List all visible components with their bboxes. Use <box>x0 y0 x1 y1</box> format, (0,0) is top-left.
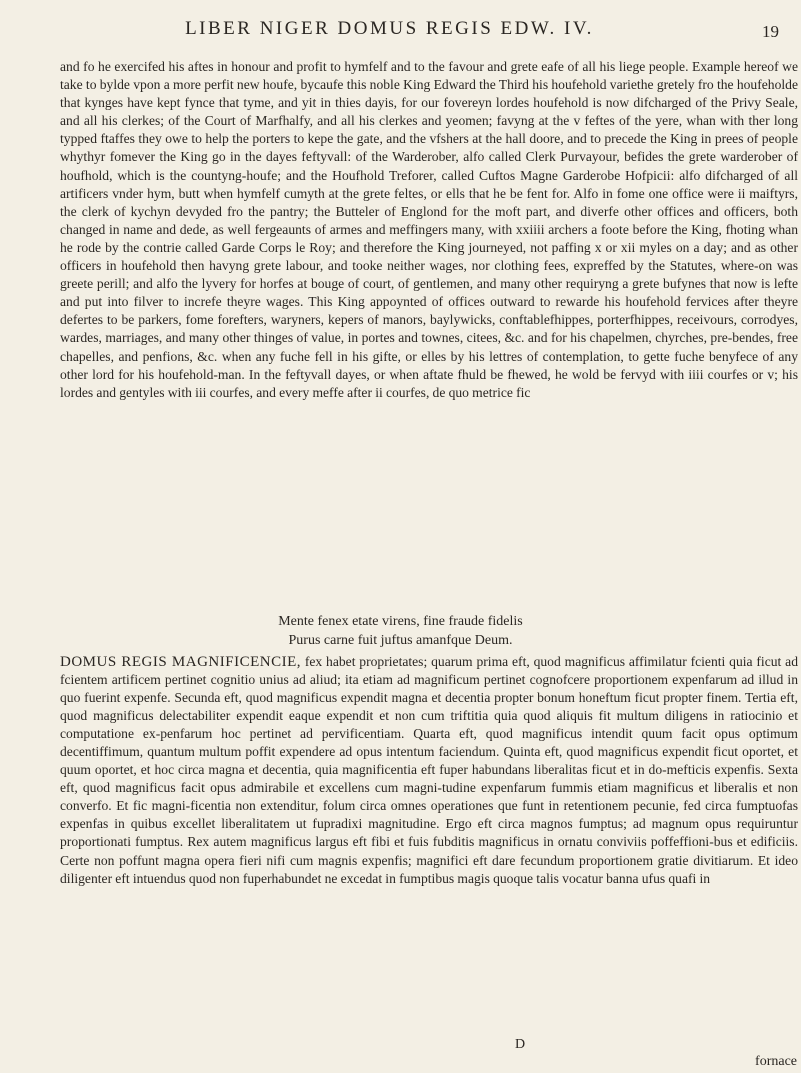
catchword: fornace <box>755 1054 797 1069</box>
page-header <box>40 14 779 42</box>
signature-mark: D <box>515 1037 526 1052</box>
latin-paragraph-lead: DOMUS REGIS MAGNIFICENCIE, <box>60 654 301 670</box>
verse-line-1: Mente fenex etate virens, fine fraude fidelis <box>278 614 523 629</box>
latin-paragraph-text: fex habet proprietates; quarum prima eft, quod magnificus affimilatur fcienti quia ficut ad fcientem artificem pertinet cognitio unius ad aliud; ita etiam ad magnificum pertinet cognofcere proportionem expenfarum ad illud in quo fuerint expenfe. Secunda eft, quod magnificus expendit magna et decentia propter bonum honeftum ficut propter finem. Tertia eft, quod magnificus delectabiliter expendit eaque expendit et non cum triftitia quia quod aliquis fit multum diligens in ratiocinio et computatione ex-penfarum hoc pertinet ad pervificentiam. Quarta eft, quod magnificus intendit quum facit opus optimum decentiffimum, quantum multum poffit expendere ad opus intentum faciendum. Quinta eft, quod magnificus expendit ficut oportet, et quum oportet, et hoc circa magna et decentia, quia magnificentia eft fuper habundans liberalitas ficut et in do-mefticis expenfis. Sexta eft, quod magnificus facit opus admirabile et excellens cum magni-tudine expenfarum fummis etiam magnificus et liberalis et non converfo. Et fic magni-ficentia non extenditur, folum circa omnes operationes que funt in retentionem pecunie, fed circa fumptuofas expenfas in quibus excellet liberalitatem ut fupradixi magnitudine. Ergo eft circa magnos fumptus; ad magnum opus requiruntur proportionati fumptus. Rex autem magnificus largus eft fibi et fuis fubditis magnificus in ornatu conviviis poffeffioni-bus et edificiis. Certe non poffunt magna opera fieri nifi cum magnis expenfis; magnifici eft dare fecundum proportionem gratie divitiarum. Et ideo diligenter eft intuendus quod non fuperhabundet ne excedat in fumptibus magis quoque talis vocatur banna ufus quafi in <box>60 654 798 886</box>
running-head: LIBER NIGER DOMUS REGIS EDW. IV. <box>185 18 594 39</box>
page-number: 19 <box>762 22 779 41</box>
english-paragraph <box>60 58 798 402</box>
english-paragraph-text: and fo he exercifed his aftes in honour and profit to hymfelf and to the favour and grete eafe of all his liege people. Example hereof we take to bylde vpon a more perfit new houfe, bycaufe this noble King Edward the Third his houfehold variethe gretely fro the houfeholde that kynges have kept fynce that tyme, and yit in thies dayis, for our fovereyn lordes houfehold is now difcharged of the Privy Seale, and all his clerkes; of the Court of Marfhalfy, and all his clerkes and yeomen; favyng at the v feftes of the yere, whan with ther long typped ftaffes they owe to help the porters to kepe the gate, and the vfshers at the hall doore, and to precede the King in prees of people whythyr fomever the King go in the dayes feftyvall: of the Warderober, alfo called Clerk Purvayour, befides the grete warderober of houfhold, which is the countyng-houfe; and the Houfhold Treforer, called Cuftos Magne Garderobe Hofpicii: alfo difcharged of all artificers vnder hym, butt when hymfelf cumyth at the grete feltes, or ells that he be fent for. Alfo in fome one office were ii maiftyrs, the clerk of kychyn devyded fro the pantry; the Butteler of Englond for the moft part, and diverfe other offices and officers, both changed in name and dede, as well fergeaunts of armes and meffingers many, with xxiiii archers a foote before the King, fhoting whan he rode by the contrie called Garde Corps le Roy; and therefore the King journeyed, not paffing x or xii myles on a day; and as other officers in houfehold then havyng grete labour, and tooke neither wages, nor clothing fees, expreffed by the Statutes, where-on was greete perill; and alfo the lyvery for horfes at bouge of court, of gentlemen, and many other requiryng a grete bufynes that now is lefte and put into filver to increfe theyre wages. This King appoynted of offices outward to rewarde his houfehold fervices after theyre defertes to be parkers, fome forefters, waryners, kepers of manors, baylywicks, conftablefhippes, porterfhippes, receivours, corrodyes, wardes, marriages, and many other thinges of value, in portes and townes, citees, &c. and for his chapelmen, chyrches, pre-bendes, free chapelles, and penfions, &c. when any fuche fell in his gifte, or elles by his lettres of contemplation, to gette fuche benyfece of any other lord for his houfehold-man. In the feftyvall dayes, or when aftate fhuld be fhewed, he wold be fervyd with iiii courfes or v; his lordes and gentyles with iii courfes, and every meffe after ii courfes, de quo metrice fic <box>60 59 798 400</box>
latin-verse <box>0 612 801 650</box>
verse-line-2: Purus carne fuit juftus amanfque Deum. <box>288 633 513 648</box>
latin-paragraph <box>60 653 798 888</box>
